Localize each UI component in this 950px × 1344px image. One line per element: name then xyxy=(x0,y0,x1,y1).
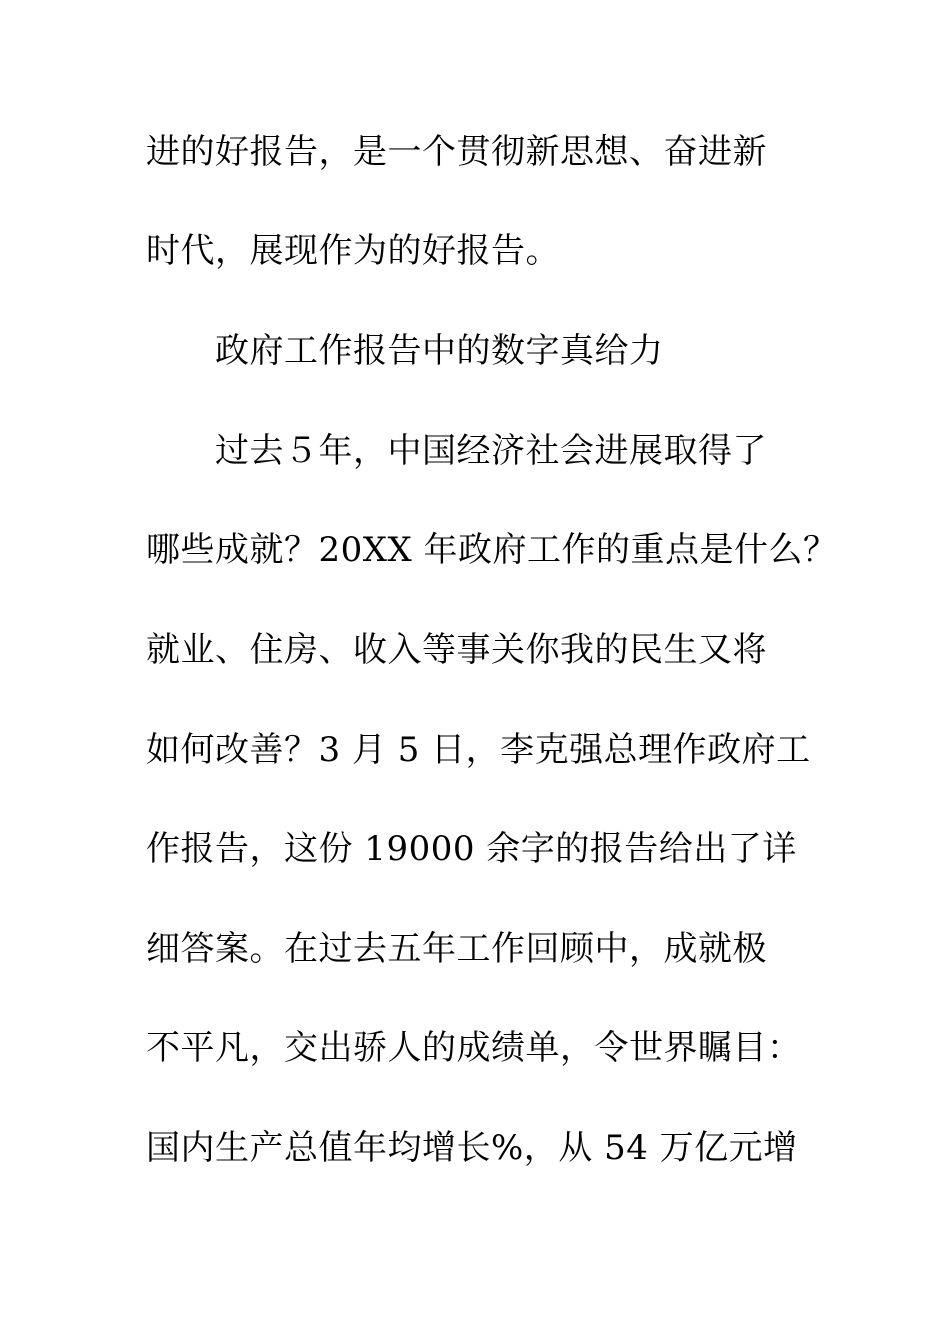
text-line: 进的好报告，是一个贯彻新思想、奋进新 xyxy=(146,132,767,172)
text-line: 就业、住房、收入等事关你我的民生又将 xyxy=(146,630,767,670)
text-line: 如何改善？3 月 5 日，李克强总理作政府工 xyxy=(146,730,811,770)
text-line: 作报告，这份 19000 余字的报告给出了详 xyxy=(146,829,797,869)
text-line: 时代，展现作为的好报告。 xyxy=(146,231,560,271)
text-line: 哪些成就？20XX 年政府工作的重点是什么？ xyxy=(146,530,838,570)
text-line: 过去５年，中国经济社会进展取得了 xyxy=(215,431,767,471)
text-line: 国内生产总值年均增长%，从 54 万亿元增 xyxy=(146,1128,798,1168)
section-heading: 政府工作报告中的数字真给力 xyxy=(215,331,664,371)
text-line: 不平凡，交出骄人的成绩单，令世界瞩目： xyxy=(146,1028,802,1068)
text-line: 细答案。在过去五年工作回顾中，成就极 xyxy=(146,929,767,969)
